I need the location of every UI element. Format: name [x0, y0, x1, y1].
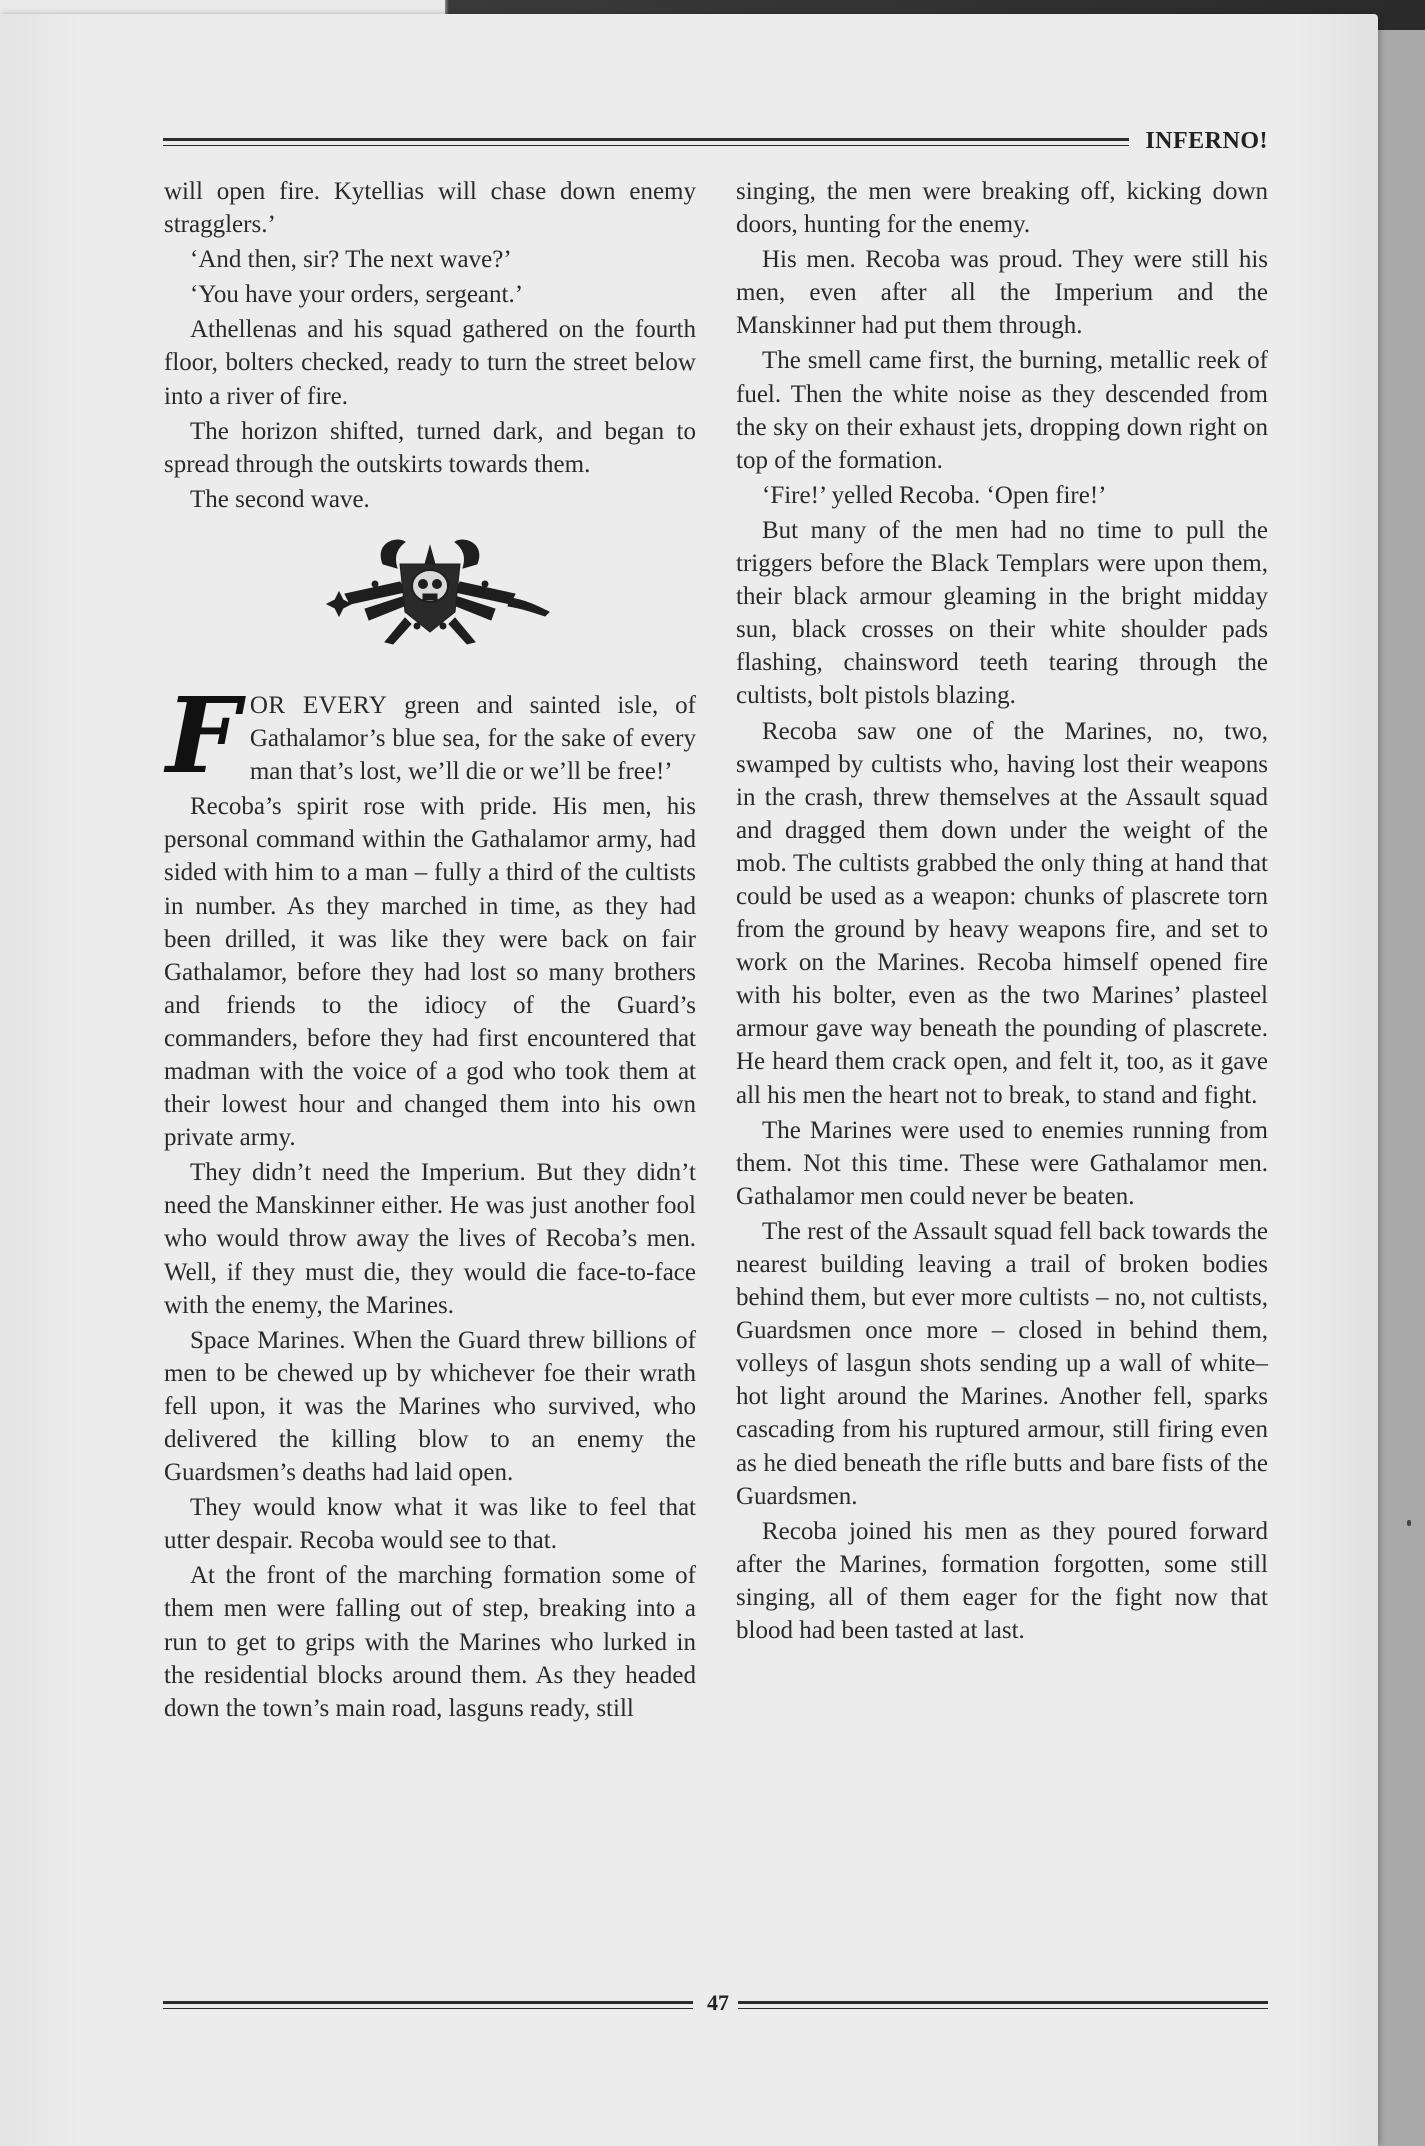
paragraph: Recoba saw one of the Marines, no, two, swamped by cultists who, having lost their weapons in the crash, threw themselves at the Assault squad and dragged them down under the weight of the mob. The cultists grabbed the only thing at hand that could be used as a weapon: chunks of plascrete torn from the ground by heavy weapons fire, and set to work on the Marines. Recoba himself opened fire with his bolter, even as the two Marines’ plasteel armour gave way beneath the pounding of plascrete. He heard them crack open, and felt it, too, as it gave all his men the heart not to break, to stand and fight.	[736, 717, 1268, 1109]
paragraph: They didn’t need the Imperium. But they didn’t need the Manskinner either. He was just another fool who would throw away the lives of Recoba’s men. Well, if they must die, they would die face-to-face with the enemy, the Marines.	[164, 1159, 696, 1319]
running-title: INFERNO!	[1145, 128, 1268, 154]
paragraph: The rest of the Assault squad fell back towards the nearest building leaving a trail of broken bodies behind them, but ever more cultists – no, not cultists, Guardsmen once more – closed in behind them, volleys of lasgun shots sending up a wall of white–hot light around the Marines. Another fell, sparks cascading from his ruptured armour, still firing even as he died beneath the rifle butts and bare fists of the Guardsmen.	[736, 1217, 1268, 1510]
paragraph: ‘Fire!’ yelled Recoba. ‘Open fire!’	[762, 481, 1107, 509]
footer-rule-right	[738, 2001, 1268, 2009]
page-number: 47	[707, 1990, 729, 2015]
paragraph: But many of the men had no time to pull the triggers before the Black Templars were upon them, their black armour gleaming in the bright midday sun, black crosses on their white shoulder pads flashing, chainsword teeth tearing through the cultists, bolt pistols blazing.	[736, 516, 1268, 710]
skull-crest-emblem-icon	[305, 534, 555, 649]
page-footer	[163, 1988, 1268, 2018]
paragraph: ‘You have your orders, sergeant.’	[190, 281, 524, 309]
dropcap-paragraph	[164, 673, 696, 797]
paragraph: His men. Recoba was proud. They were still his men, even after all the Imperium and the Manskinner had put them through.	[736, 246, 1268, 340]
paragraph: The second wave.	[190, 485, 370, 513]
paragraph: singing, the men were breaking off, kicking down doors, hunting for the enemy.	[736, 178, 1268, 239]
drop-cap-rest: green and sainted isle, of Gathalamor’s blue sea, for the sake of every man that’s lost, we’ll die or we’ll be free!’	[249, 691, 696, 786]
paragraph: The horizon shifted, turned dark, and began to spread through the outskirts towards them.	[164, 417, 696, 478]
scan-speck	[1407, 1520, 1411, 1526]
paragraph: Recoba’s spirit rose with pride. His men, his personal command within the Gathalamor army, had sided with him to a man – fully a third of the cultists in number. As they marched in time, as they had been drilled, it was like they were back on fair Gathalamor, before they had lost so many brothers and friends to the idiocy of the Guard’s commanders, before they had first encountered that madman with the voice of a god who took them at their lowest hour and changed them into his own private army.	[164, 793, 696, 1152]
paragraph: Space Marines. When the Guard threw billions of men to be chewed up by whichever foe their wrath fell upon, it was the Marines who survived, who delivered the killing blow to an enemy the Guardsmen’s deaths had laid open.	[164, 1326, 696, 1487]
page-header	[163, 128, 1268, 156]
paragraph: ‘And then, sir? The next wave?’	[190, 246, 512, 274]
header-rule	[163, 138, 1129, 146]
right-column	[736, 175, 1268, 1649]
left-column	[164, 175, 696, 1727]
paragraph: Athellenas and his squad gathered on the fourth floor, bolters checked, ready to turn the street below into a river of fire.	[164, 316, 696, 410]
paragraph: At the front of the marching formation some of them men were falling out of step, breaking into a run to get to grips with the Marines who lurked in the residential blocks around them. As they headed down the town’s main road, lasguns ready, still	[164, 1562, 696, 1722]
paragraph: Recoba joined his men as they poured forward after the Marines, formation forgotten, some still singing, all of them eager for the fight now that blood had been tasted at last.	[736, 1517, 1268, 1645]
drop-cap-letter: F	[166, 673, 240, 797]
paragraph: The smell came first, the burning, metallic reek of fuel. Then the white noise as they descended from the sky on their exhaust jets, dropping down right on top of the formation.	[736, 347, 1268, 474]
drop-cap-lead: OR EVERY	[249, 691, 388, 719]
paragraph: will open fire. Kytellias will chase down enemy stragglers.’	[164, 178, 696, 239]
footer-rule-left	[163, 2001, 693, 2009]
paragraph: They would know what it was like to feel that utter despair. Recoba would see to that.	[164, 1494, 696, 1555]
paragraph: The Marines were used to enemies running from them. Not this time. These were Gathalamor men. Gathalamor men could never be beaten.	[736, 1116, 1268, 1210]
